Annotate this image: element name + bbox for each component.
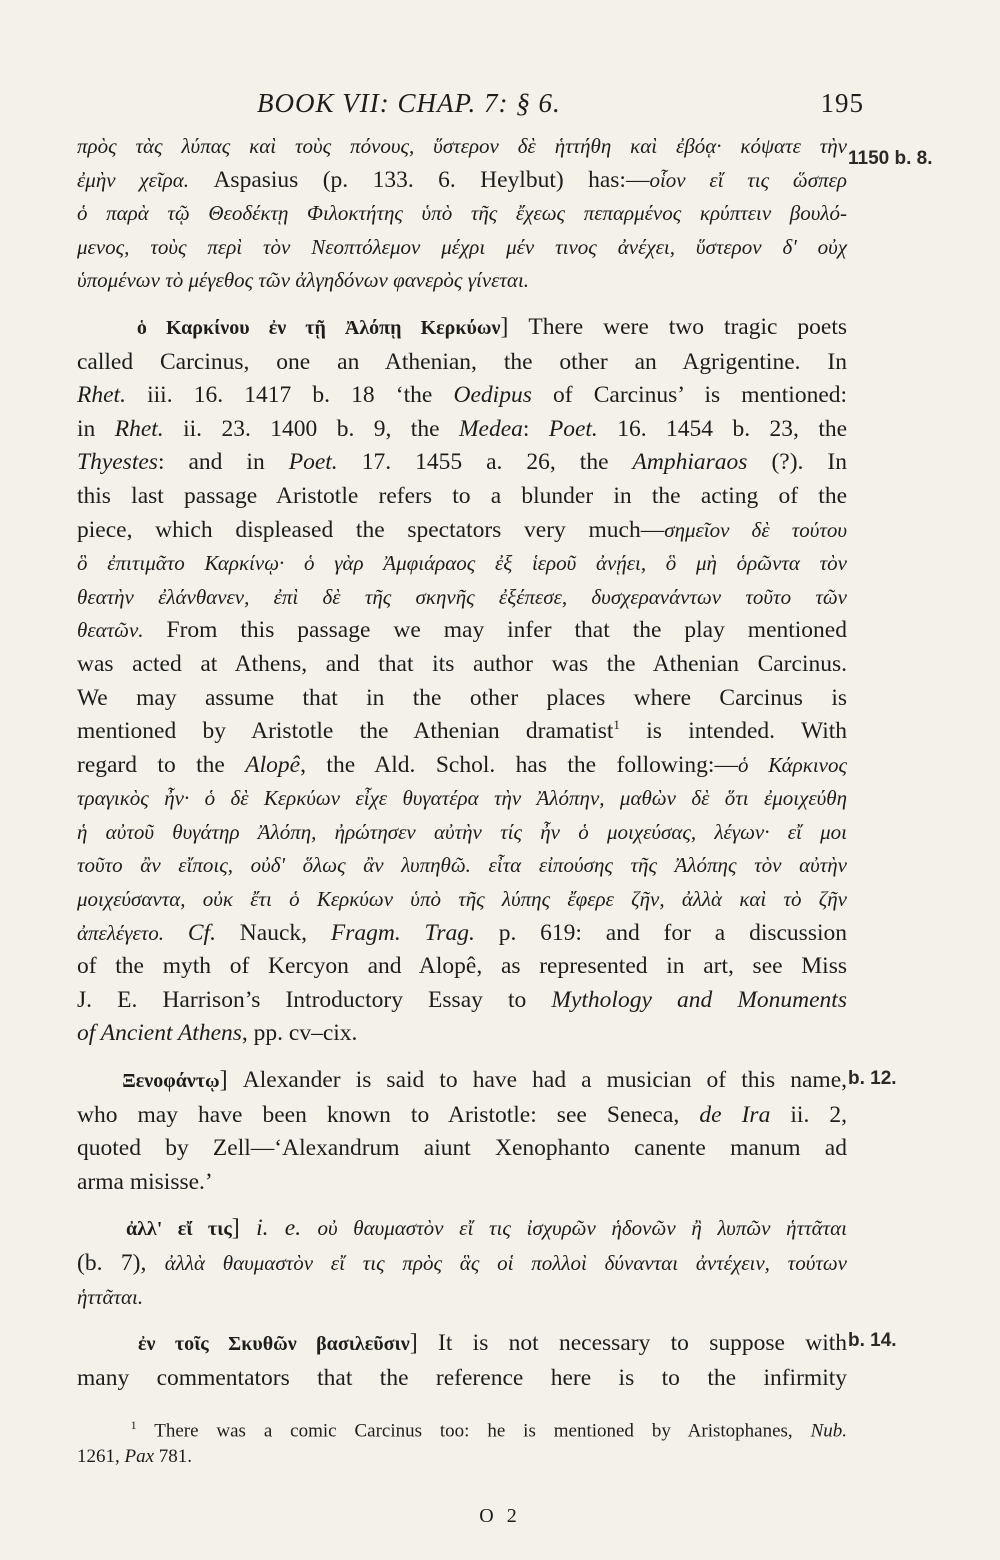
text-line: μοιχεύσαντα, οὐκ ἔτι ὁ Κερκύων ὑπὸ τῆς λύπης ἔφερε ζῆν, ἀλλὰ καὶ τὸ ζῆν xyxy=(77,887,847,912)
text-segment: ii. 23. 1400 b. 9, the xyxy=(183,415,440,442)
text-segment: ii. 2, xyxy=(790,1101,848,1128)
text-segment: There were two tragic poets xyxy=(528,313,848,340)
text-line: ἡττᾶται. xyxy=(77,1284,144,1309)
italic-text: Amphiaraos xyxy=(632,449,748,476)
greek-text: σημεῖον δὲ τούτου xyxy=(664,517,847,542)
italic-text: Alopê xyxy=(245,751,301,778)
text-line: θεατὴν ἐλάνθανεν, ἐπὶ δὲ τῆς σκηνῆς ἐξέπεσε, δυσχερανάντων τοῦτο τῶν xyxy=(77,584,847,609)
paragraph-5 xyxy=(77,1327,847,1395)
footnote-line xyxy=(77,1444,847,1470)
text-segment: 781. xyxy=(158,1446,193,1468)
margin-line-ref: b. 12. xyxy=(848,1068,897,1089)
text-line: arma misisse.’ xyxy=(77,1168,213,1195)
text-segment: (b. 7), xyxy=(77,1250,147,1276)
text-segment: , the Ald. Schol. has the following:— xyxy=(300,751,738,778)
text-segment: (?). In xyxy=(771,449,847,476)
paragraph-1 xyxy=(77,130,847,298)
text-segment: It is not necessary to suppose with xyxy=(438,1330,848,1357)
lemma-text: ὁ Καρκίνου ἐν τῇ Ἀλόπῃ Κερκύων xyxy=(136,316,501,339)
italic-text: Cf. xyxy=(187,919,216,946)
footnote xyxy=(77,1412,847,1470)
italic-text: Rhet. xyxy=(77,382,126,409)
text-line xyxy=(77,446,847,480)
text-segment: 16. 1454 b. 23, the xyxy=(617,415,848,442)
italic-text: Thyestes xyxy=(77,449,158,476)
text-line xyxy=(77,311,847,346)
text-segment: From this passage we may infer that the play mentioned xyxy=(166,617,847,644)
italic-text: Nub. xyxy=(810,1420,847,1442)
footnote-mark: 1 xyxy=(130,1418,137,1432)
greek-text: οἷον εἴ τις ὥσπερ xyxy=(649,167,847,192)
text-line xyxy=(77,514,847,548)
signature-mark: O 2 xyxy=(479,1505,521,1527)
text-line: quoted by Zell—‘Alexandrum aiunt Xenophanto canente manum ad xyxy=(77,1135,847,1162)
greek-text: ὁ Κάρκινος xyxy=(737,752,848,777)
text-line xyxy=(77,1327,847,1362)
text-line xyxy=(77,614,847,648)
italic-text: of Ancient Athens xyxy=(77,1020,242,1047)
text-line xyxy=(77,917,847,951)
text-line: ὑπομένων τὸ μέγεθος τῶν ἀλγηδόνων φανερὸς γίνεται. xyxy=(77,268,530,293)
text-line xyxy=(77,1247,847,1281)
text-segment: 1261, xyxy=(77,1446,120,1468)
text-segment: who may have been known to Aristotle: see Seneca, xyxy=(77,1101,680,1128)
text-segment: Nauck, xyxy=(239,919,308,946)
text-line: of the myth of Kercyon and Alopê, as represented in art, see Miss xyxy=(77,953,847,980)
text-segment: Alexander is said to have had a musician of this name, xyxy=(242,1067,847,1094)
text-segment: J. E. Harrison’s Introductory Essay to xyxy=(77,986,527,1013)
italic-text: Mythology and Monuments xyxy=(551,986,847,1013)
italic-text: i. e. xyxy=(256,1215,302,1242)
footnote-line xyxy=(77,1412,847,1444)
lemma-text: Ξενοφάντῳ xyxy=(122,1070,220,1093)
italic-text: Oedipus xyxy=(453,382,532,409)
text-line xyxy=(77,715,847,749)
text-segment: Aspasius (p. 133. 6. Heylbut) has:— xyxy=(213,166,650,193)
text-line xyxy=(77,749,847,783)
lemma-text: ἀλλ' εἴ τις xyxy=(125,1218,232,1241)
text-segment: p. 619: and for a discussion xyxy=(498,919,847,946)
text-segment: : and in xyxy=(157,449,265,476)
italic-text: Fragm. Trag. xyxy=(330,919,475,946)
text-line: ἡ αὐτοῦ θυγάτηρ Ἀλόπη, ἠρώτησεν αὐτὴν τίς ἦν ὁ μοιχεύσας, λέγων· εἴ μοι xyxy=(77,819,847,844)
lemma: ὁ Καρκίνου ἐν τῇ Ἀλόπῃ Κερκύων] xyxy=(136,313,509,340)
text-line: was acted at Athens, and that its author was the Athenian Carcinus. xyxy=(77,650,847,677)
paragraph-3 xyxy=(77,1064,847,1199)
running-header xyxy=(77,78,864,130)
text-line: this last passage Aristotle refers to a blunder in the acting of the xyxy=(77,482,847,509)
text-segment: of Carcinus’ is mentioned: xyxy=(553,382,848,409)
text-line: called Carcinus, one an Athenian, the other an Agrigentine. In xyxy=(77,348,847,375)
text-segment: is intended. With xyxy=(646,718,848,745)
paragraph-4 xyxy=(77,1212,847,1314)
lemma: ἀλλ' εἴ τις] xyxy=(125,1215,240,1242)
text-line: τραγικὸς ἦν· ὁ δὲ Κερκύων εἶχε θυγατέρα τὴν Ἀλόπην, μαθὼν δὲ ὅτι ἐμοιχεύθη xyxy=(77,786,847,811)
italic-text: Rhet. xyxy=(114,415,164,442)
text-line xyxy=(77,1212,847,1247)
greek-text: ἀπελέγετο. xyxy=(77,920,165,945)
italic-text: Poet. xyxy=(548,415,598,442)
text-line xyxy=(77,164,847,198)
text-line xyxy=(77,1099,847,1133)
text-line: ὁ παρὰ τῷ Θεοδέκτῃ Φιλοκτήτης ὑπὸ τῆς ἔχεως πεπαρμένος κρύπτειν βουλό- xyxy=(77,201,847,226)
running-title: BOOK VII: CHAP. 7: § 6. xyxy=(257,88,561,118)
margin-line-ref: b. 14. xyxy=(848,1330,897,1351)
text-line: many commentators that the reference here is to the infirmity xyxy=(77,1364,847,1391)
lemma-text: ἐν τοῖς Σκυθῶν βασιλεῦσιν xyxy=(137,1333,410,1356)
text-segment: regard to the xyxy=(77,751,225,778)
text-segment: : xyxy=(522,415,530,442)
greek-text: ἐμὴν χεῖρα. xyxy=(77,167,190,192)
margin-line-ref: 1150 b. 8. xyxy=(848,148,933,169)
italic-text: Medea xyxy=(458,415,523,442)
text-segment: There was a comic Carcinus too: he is mentioned by Aristophanes, xyxy=(154,1420,793,1442)
text-segment: , pp. cv–cix. xyxy=(241,1020,358,1047)
text-line xyxy=(77,413,847,447)
text-segment: iii. 16. 1417 b. 18 ‘the xyxy=(147,382,433,409)
italic-text: Pax xyxy=(124,1446,155,1468)
text-segment: in xyxy=(77,415,96,442)
text-line: ὃ ἐπιτιμᾶτο Καρκίνῳ· ὁ γὰρ Ἀμφιάραος ἐξ ἱεροῦ ἀνῄει, ὃ μὴ ὁρῶντα τὸν xyxy=(77,551,847,576)
text-segment: piece, which displeased the spectators very much— xyxy=(77,516,665,543)
text-segment: 17. 1455 a. 26, the xyxy=(361,449,609,476)
text-line: μενος, τοὺς περὶ τὸν Νεοπτόλεμον μέχρι μέν τινος ἀνέχει, ὕστερον δ' οὐχ xyxy=(77,234,847,259)
italic-text: de Ira xyxy=(699,1101,771,1128)
lemma: Ξενοφάντῳ] xyxy=(122,1067,228,1094)
text-line: We may assume that in the other places where Carcinus is xyxy=(77,684,847,711)
text-line: τοῦτο ἂν εἴποις, οὐδ' ὅλως ἂν λυπηθῶ. εἶτα εἰπούσης τῆς Ἀλόπης τὸν αὐτὴν xyxy=(77,853,847,878)
paragraph-2 xyxy=(77,311,847,1051)
text-segment: mentioned by Aristotle the Athenian dramatist xyxy=(77,718,614,745)
page-body xyxy=(77,78,864,1395)
greek-text: θεατῶν. xyxy=(77,618,144,643)
text-line: πρὸς τὰς λύπας καὶ τοὺς πόνους, ὕστερον δὲ ἡττήθη καὶ ἐβόᾳ· κόψατε τὴν xyxy=(77,134,847,158)
text-line xyxy=(77,1064,847,1099)
footnote-reference: 1 xyxy=(613,717,620,733)
text-line xyxy=(77,379,847,413)
text-line xyxy=(77,984,847,1018)
greek-text: ἀλλὰ θαυμαστὸν εἴ τις πρὸς ἃς οἱ πολλοὶ δύνανται ἀντέχειν, τούτων xyxy=(164,1251,848,1275)
page-number: 195 xyxy=(820,88,864,118)
italic-text: Poet. xyxy=(288,449,338,476)
text-line xyxy=(77,1017,847,1051)
greek-text: οὐ θαυμαστὸν εἴ τις ἰσχυρῶν ἡδονῶν ἢ λυπῶν ἡττᾶται xyxy=(317,1216,848,1241)
lemma: ἐν τοῖς Σκυθῶν βασιλεῦσιν] xyxy=(137,1330,418,1357)
